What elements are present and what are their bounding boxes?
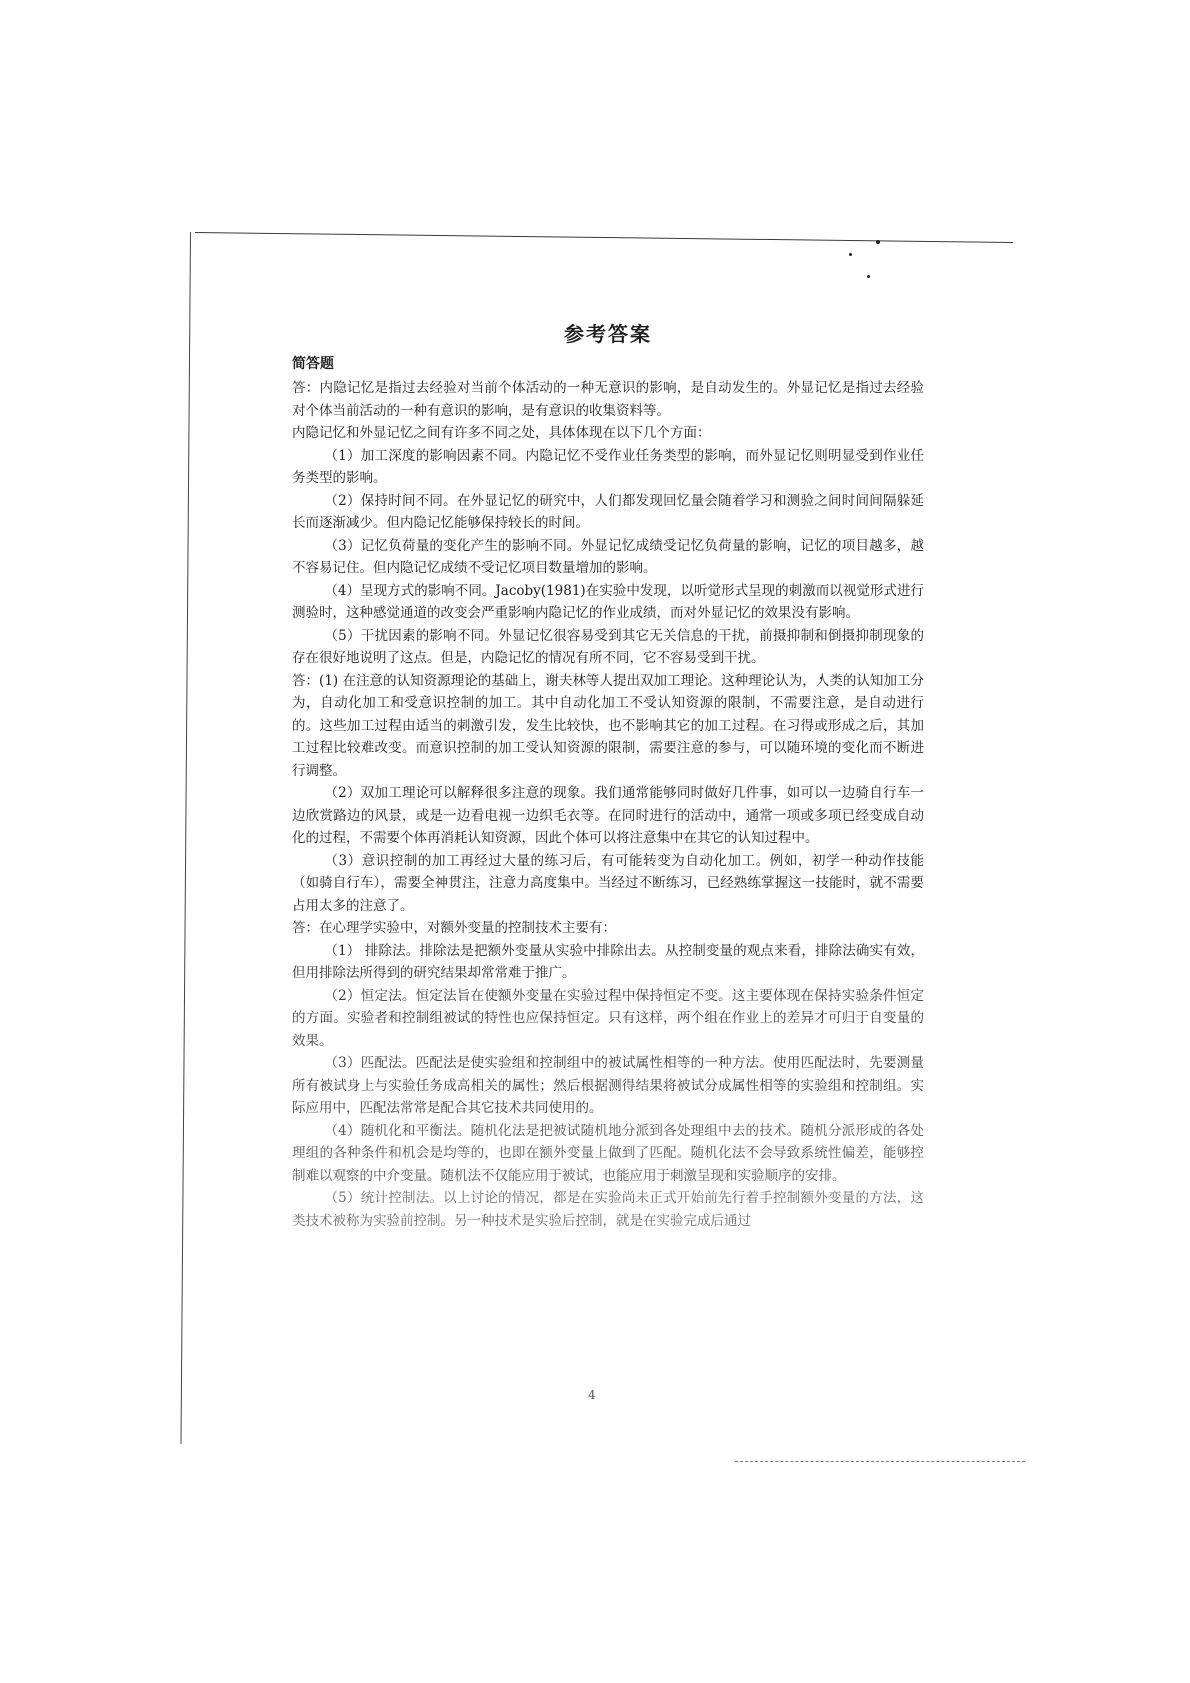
answer-3-point-3: （3）匹配法。匹配法是使实验组和控制组中的被试属性相等的一种方法。使用匹配法时，先要测量所有被试身上与实验任务成高相关的属性；然后根据测得结果将被试分成属性相等的实验组和控制组。实际应用中，匹配法常常是配合其它技术共同使用的。 (292, 1055, 924, 1116)
answer-1-point-2: （2）保持时间不同。在外显记忆的研究中，人们都发现回忆量会随着学习和测验之间时间间隔躲延长而逐渐减少。但内隐记忆能够保持较长的时间。 (292, 492, 924, 531)
answer-1-point-5: （5）干扰因素的影响不同。外显记忆很容易受到其它无关信息的干扰，前摄抑制和倒摄抑制现象的存在很好地说明了这点。但是，内隐记忆的情况有所不同，它不容易受到干扰。 (292, 627, 924, 666)
answer-3-point-2: （2）恒定法。恒定法旨在使额外变量在实验过程中保持恒定不变。这主要体现在保持实验条件恒定的方面。实验者和控制组被试的特性也应保持恒定。只有这样，两个组在作业上的差异才可归于自变量的效果。 (292, 987, 924, 1049)
answer-1-intro: 答：内隐记忆是指过去经验对当前个体活动的一种无意识的影响，是自动发生的。外显记忆是指过去经验对个体当前活动的一种有意识的影响，是有意识的收集资料等。 (292, 380, 924, 419)
answer-2-intro: 答：(1) 在注意的认知资源理论的基础上，谢夫林等人提出双加工理论。这种理论认为，人类的认知加工分为，自动化加工和受意识控制的加工。其中自动化加工不受认知资源的限制，不需要注意，是自动进行的。这些加工过程由适当的刺激引发，发生比较快，也不影响其它的加工过程。在习得或形成之后，其加工过程比较难改变。而意识控制的加工受认知资源的限制，需要注意的参与，可以随环境的变化而不断进行调整。 (292, 672, 924, 779)
section-heading: 简答题 (292, 356, 334, 372)
page-border-left (180, 232, 191, 1444)
answer-3-intro: 答：在心理学实验中，对额外变量的控制技术主要有： (292, 920, 616, 936)
answer-1-lead: 内隐记忆和外显记忆之间有许多不同之处，具体体现在以下几个方面： (292, 425, 711, 441)
page-number: 4 (588, 1388, 596, 1402)
answer-3-point-1: （1） 排除法。排除法是把额外变量从实验中排除出去。从控制变量的观点来看，排除法确实有效，但用排除法所得到的研究结果却常常难于推广。 (292, 942, 924, 981)
document-body (292, 318, 924, 1232)
answer-1-point-1: （1）加工深度的影响因素不同。内隐记忆不受作业任务类型的影响，而外显记忆则明显受到作业任务类型的影响。 (292, 447, 924, 486)
answer-2-point-2: （2）双加工理论可以解释很多注意的现象。我们通常能够同时做好几件事，如可以一边骑自行车一边欣赏路边的风景，或是一边看电视一边织毛衣等。在同时进行的活动中，通常一项或多项已经变成自动化的过程，不需要个体再消耗认知资源，因此个体可以将注意集中在其它的认知过程中。 (292, 785, 924, 846)
scan-speck (867, 275, 870, 278)
page-border-top (195, 232, 1013, 243)
answer-1-point-3: （3）记忆负荷量的变化产生的影响不同。外显记忆成绩受记忆负荷量的影响，记忆的项目越多，越不容易记住。但内隐记忆成绩不受记忆项目数量增加的影响。 (292, 537, 924, 576)
document-title: 参考答案 (564, 322, 652, 346)
answer-3-point-5: （5）统计控制法。以上讨论的情况，都是在实验尚未正式开始前先行着手控制额外变量的方法，这类技术被称为实验前控制。另一种技术是实验后控制，就是在实验完成后通过 (292, 1190, 924, 1229)
answer-2-point-3: （3）意识控制的加工再经过大量的练习后，有可能转变为自动化加工。例如，初学一种动作技能（如骑自行车），需要全神贯注，注意力高度集中。当经过不断练习，已经熟练掌握这一技能时，就不需要占用太多的注意了。 (292, 852, 924, 914)
answer-1-point-4: （4）呈现方式的影响不同。Jacoby(1981)在实验中发现，以听觉形式呈现的刺激而以视觉形式进行测验时，这种感觉通道的改变会严重影响内隐记忆的作业成绩，而对外显记忆的效果没有影响。 (292, 582, 924, 621)
page-border-bottom (735, 1461, 1025, 1462)
answer-3-point-4: （4）随机化和平衡法。随机化法是把被试随机地分派到各处理组中去的技术。随机分派形成的各处理组的各种条件和机会是均等的，也即在额外变量上做到了匹配。随机化法不会导致系统性偏差，能够控制难以观察的中介变量。随机法不仅能应用于被试，也能应用于刺激呈现和实验顺序的安排。 (292, 1122, 924, 1184)
scan-speck (849, 253, 852, 256)
scan-speck (876, 240, 880, 244)
